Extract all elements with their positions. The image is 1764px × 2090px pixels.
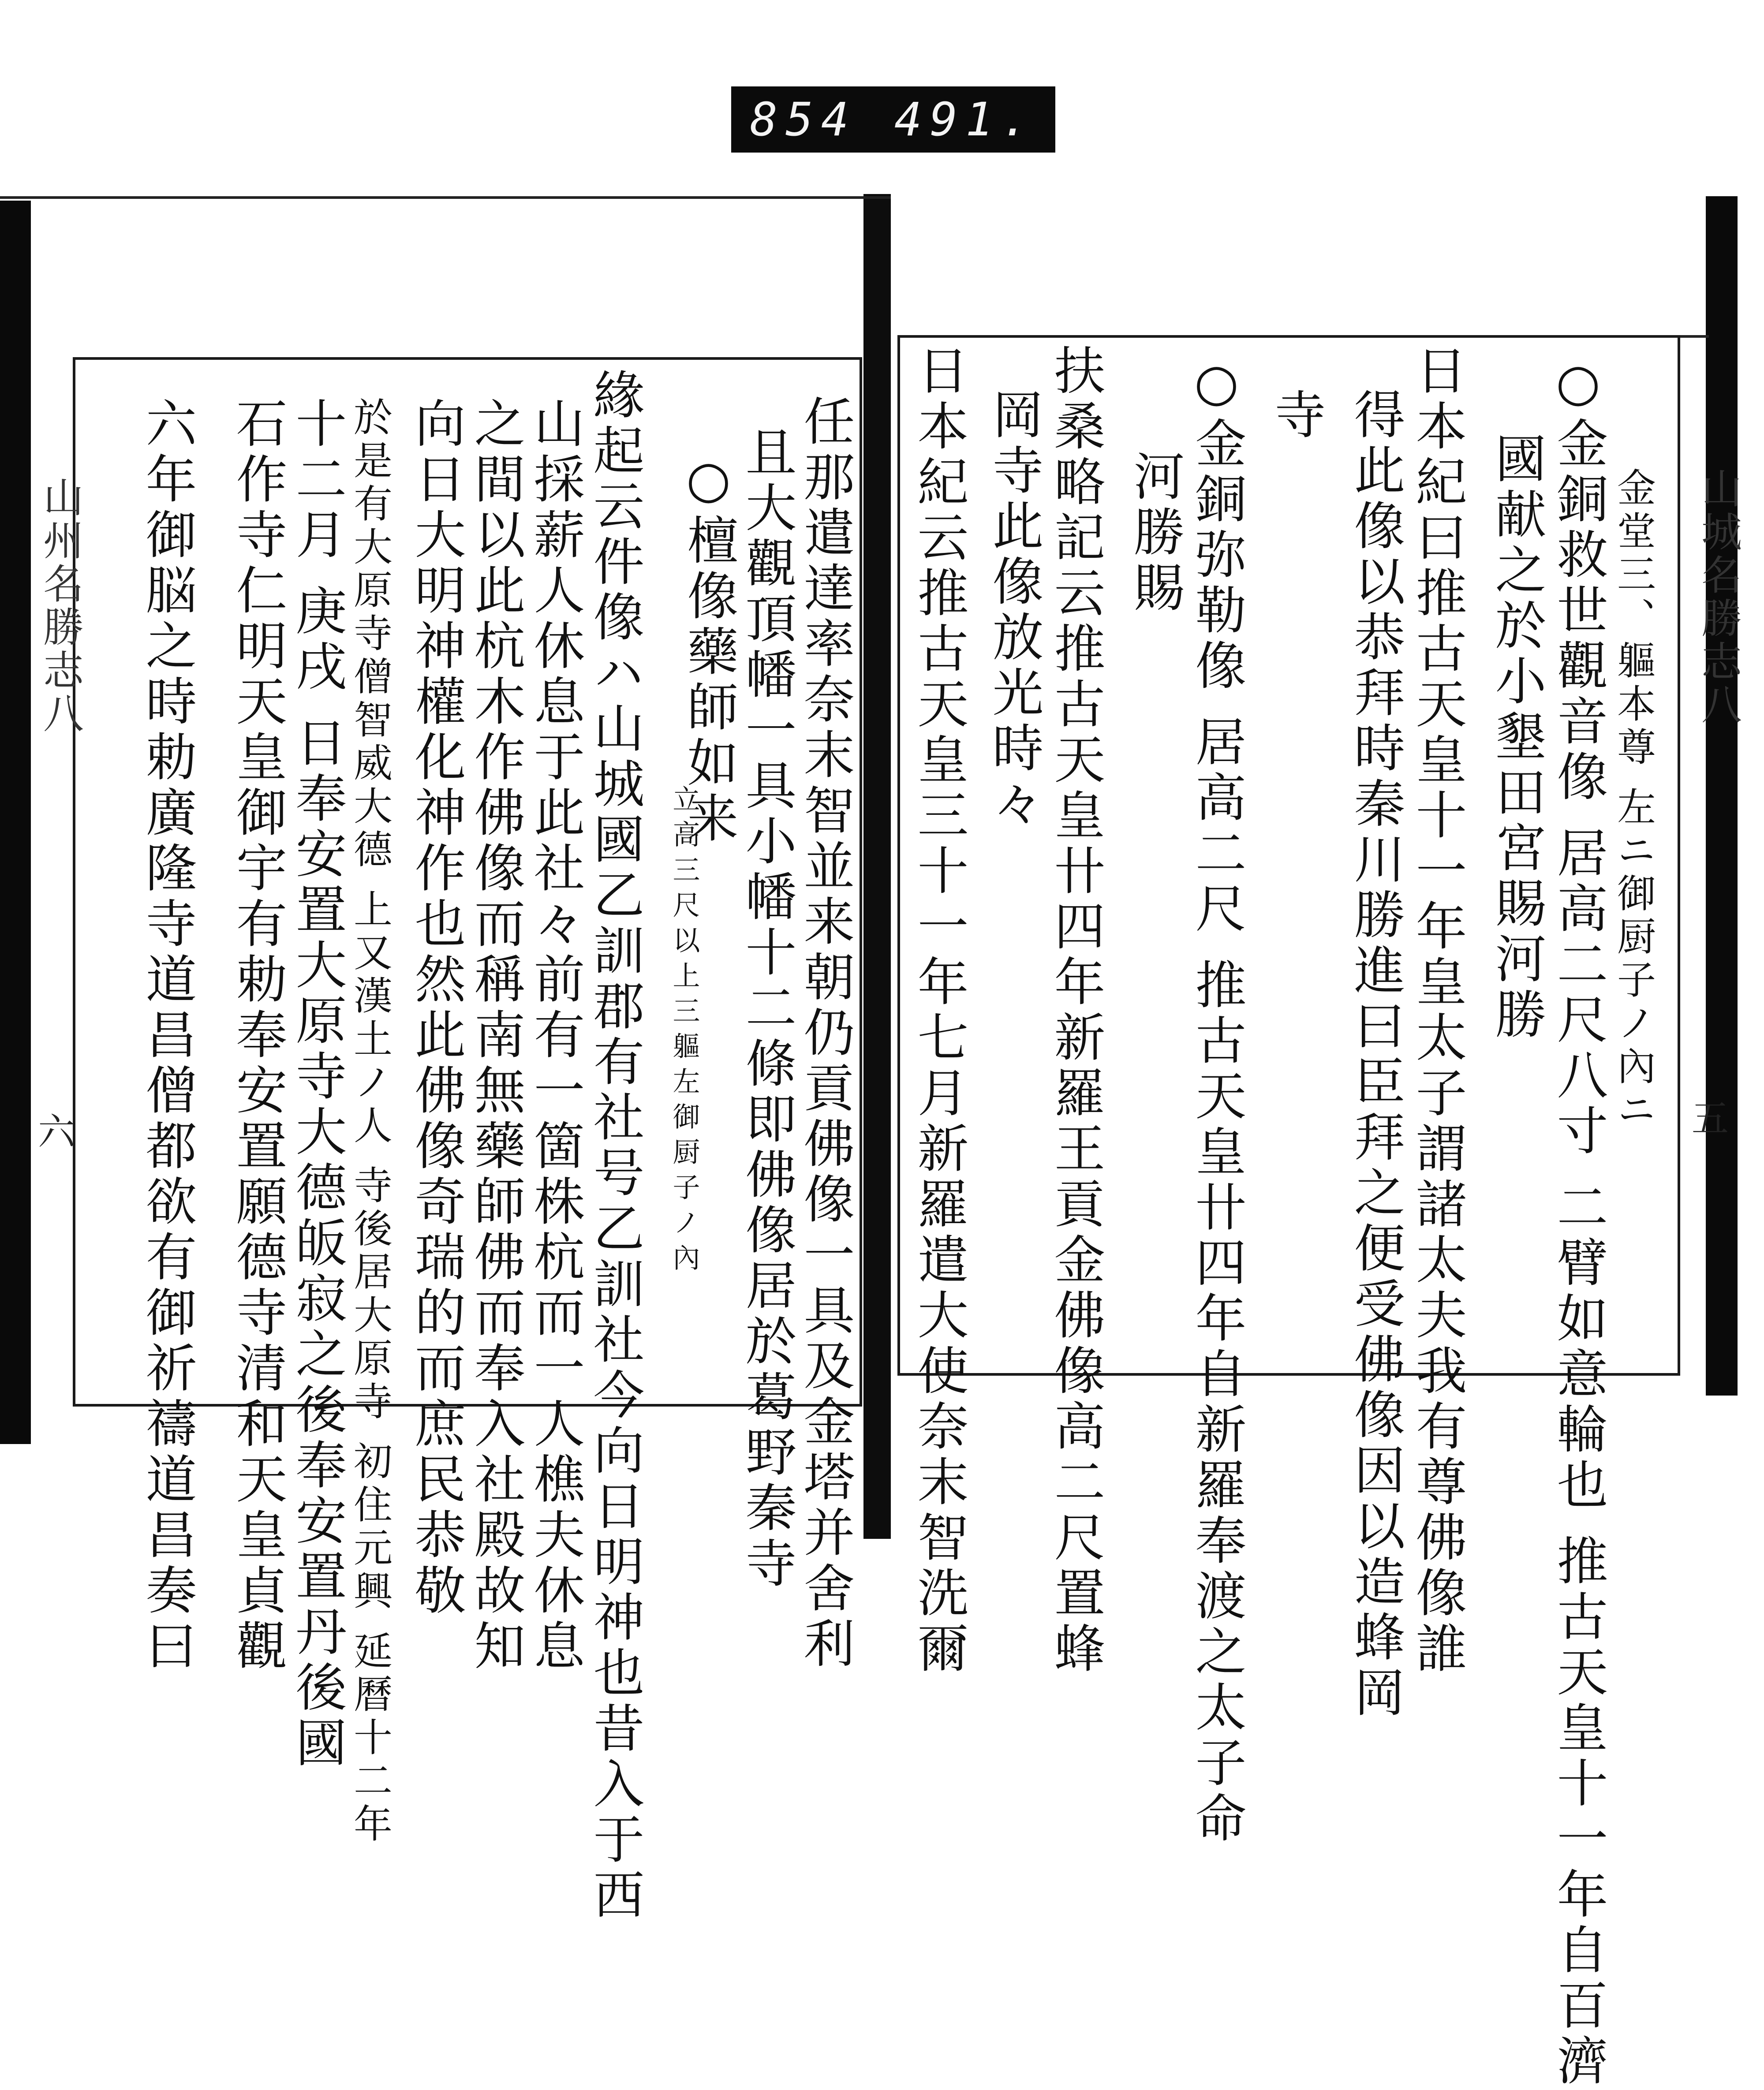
film-label-right: 491. (894, 93, 1037, 146)
center-gutter (863, 194, 891, 1539)
right-margin-title: 山城名勝志八 (1695, 467, 1742, 727)
right-col-10: 岡寺此像放光時々 (984, 388, 1043, 832)
left-col-1: 任那遣達率奈末智並来朝仍貢佛像一具及金塔并舍利 (795, 395, 855, 1672)
right-col-4: 日本紀曰推古天皇十一年皇太子謂諸太夫我有尊佛像誰 (1407, 344, 1467, 1677)
left-spine-shadow (0, 201, 31, 1444)
left-col-3-note: 立高三尺以上三軀左御厨子ノ內 (668, 785, 700, 1279)
left-page-top-edge (0, 196, 891, 199)
right-col-8: 河勝賜 (1125, 450, 1185, 616)
left-folio: 六 (38, 1110, 75, 1153)
film-label (731, 86, 1055, 153)
right-col-6: 寺 (1266, 388, 1326, 444)
left-col-4: 緣起云件像ハ山城國乙訓郡有社号乙訓社今向日明神也昔入于西 (585, 368, 644, 1924)
right-col-2: ○金銅救世觀音像 居高二尺八寸 二臂如意輪也 推古天皇十一年自百濟 (1548, 353, 1608, 2090)
left-col-6: 之間以此杭木作佛像而稱南無藥師佛而奉入社殿故知 (466, 397, 525, 1675)
left-col-7: 向日大明神權化神作也然此佛像奇瑞的而庶民恭敬 (406, 397, 466, 1619)
right-col-9: 扶桑略記云推古天皇卄四年新羅王貢金佛像高二尺置蜂 (1046, 344, 1105, 1677)
right-col-11: 日本紀云推古天皇三十一年七月新羅遣大使奈末智洗爾 (909, 344, 968, 1677)
left-col-10: 石作寺仁明天皇御宇有勅奉安置願德寺清和天皇貞觀 (228, 397, 287, 1675)
film-label-left: 854 (750, 93, 857, 146)
left-margin-title: 山州名勝志八 (37, 476, 84, 735)
left-col-9: 十二月 庚戌 日奉安置大原寺大德皈寂之後奉安置丹後國 (287, 397, 347, 1772)
right-folio: 五 (1692, 1097, 1729, 1140)
left-col-3-main: ○檀像藥師如来 (679, 450, 738, 847)
left-col-5: 山採薪人休息于此社々前有一箇株杭而一人樵夫休息 (525, 397, 585, 1675)
left-col-11: 六年御脳之時勅廣隆寺道昌僧都欲有御祈禱道昌奏曰 (137, 397, 197, 1675)
left-col-2: 且大觀頂幡一具小幡十二條即佛像居於葛野秦寺 (737, 425, 796, 1592)
right-col-3: 國献之於小墾田宮賜河勝 (1487, 432, 1546, 1043)
right-col-1: 金堂三、軀本尊 左ニ御厨子ノ內ニ (1611, 467, 1656, 1132)
right-col-7: ○金銅弥勒像 居高二尺 推古天皇卄四年自新羅奉渡之太子命 (1187, 353, 1246, 1847)
left-col-8: 於是有大原寺僧智威大德 上又漢土ノ人 寺後居大原寺 初住元興 延曆十二年 (348, 397, 393, 1847)
right-col-5: 得此像以恭拜時秦川勝進曰臣拜之便受佛像因以造蜂岡 (1345, 388, 1405, 1721)
right-page-edge (1676, 335, 1709, 338)
